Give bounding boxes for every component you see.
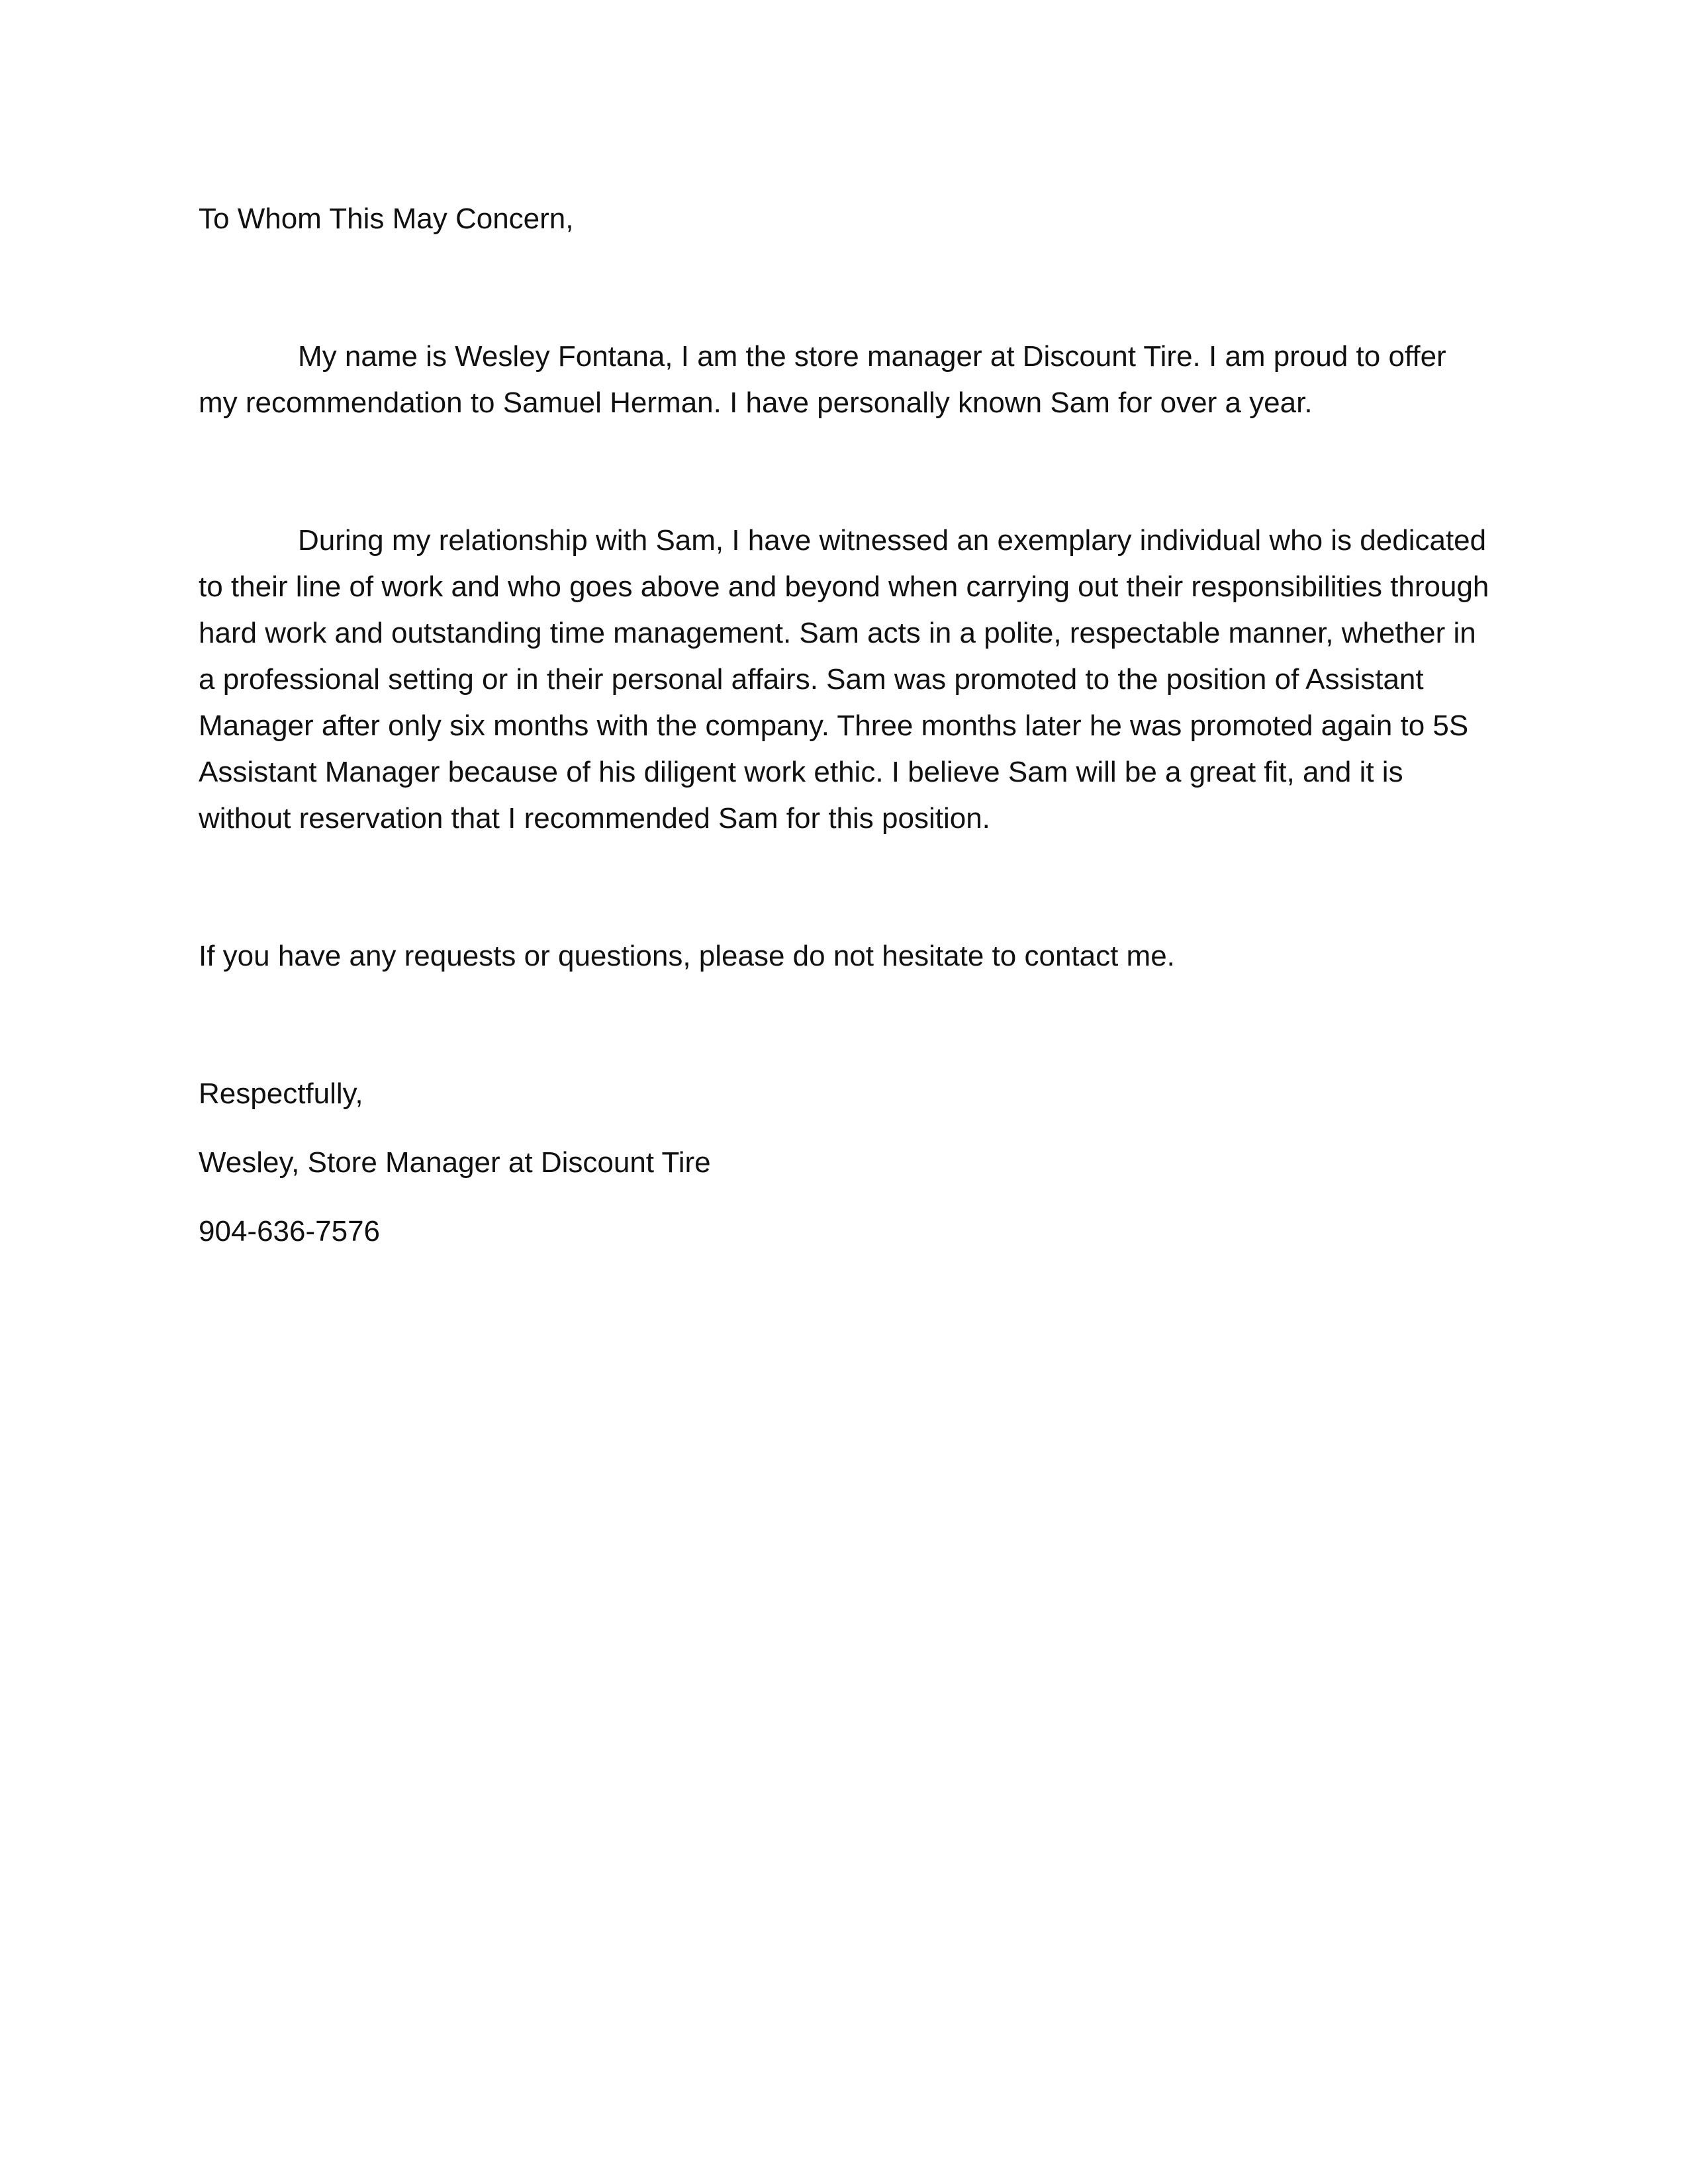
closing: Respectfully, — [199, 1077, 363, 1110]
contact-invitation: If you have any requests or questions, please do not hesitate to contact me. — [199, 940, 1175, 972]
signature: Wesley, Store Manager at Discount Tire — [199, 1146, 711, 1179]
phone-number: 904-636-7576 — [199, 1215, 381, 1248]
paragraph-introduction: My name is Wesley Fontana, I am the store manager at Discount Tire. I am proud to offer my recommendation to Samuel Herman. I have personally known Sam for over a year. — [199, 340, 1446, 419]
recommendation-letter — [199, 196, 1489, 1255]
paragraph-recommendation: During my relationship with Sam, I have witnessed an exemplary individual who is dedicated to their line of work and who goes above and beyond when carrying out their responsibilities through hard work and outstanding time management. Sam acts in a polite, respectable manner, whether in a professional setting or in their personal affairs. Sam was promoted to the position of Assistant Manager after only six months with the company. Three months later he was promoted again to 5S Assistant Manager because of his diligent work ethic. I believe Sam will be a great fit, and it is without reservation that I recommended Sam for this position. — [199, 524, 1489, 835]
salutation: To Whom This May Concern, — [199, 203, 574, 235]
